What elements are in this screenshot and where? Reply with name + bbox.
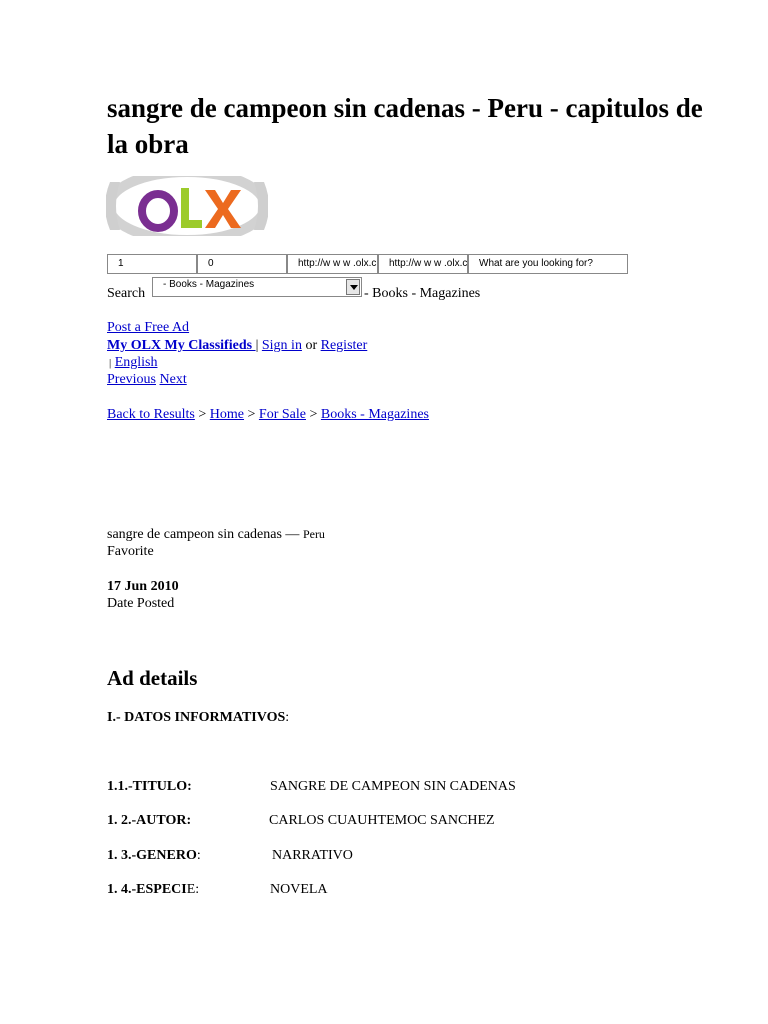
favorite-label[interactable]: Favorite <box>107 544 154 559</box>
detail-label-especie: 1. 4.-ESPECIE: <box>107 882 200 897</box>
breadcrumb <box>107 406 429 423</box>
account-links <box>107 337 367 354</box>
olx-logo[interactable] <box>106 176 268 236</box>
logo-letter-x <box>205 190 241 228</box>
search-field-2[interactable]: 0 <box>197 254 287 274</box>
search-field-1[interactable]: 1 <box>107 254 197 274</box>
detail-value-especie: NOVELA <box>270 882 328 897</box>
detail-label-autor: 1. 2.-AUTOR: <box>107 813 192 828</box>
ad-details-heading: Ad details <box>107 666 198 690</box>
listing-name: sangre de campeon sin cadenas — <box>107 527 300 542</box>
detail-value-titulo: SANGRE DE CAMPEON SIN CADENAS <box>270 779 516 794</box>
previous-link[interactable]: Previous <box>107 372 156 387</box>
next-link[interactable]: Next <box>159 372 187 387</box>
sign-in-link[interactable]: Sign in <box>261 338 302 353</box>
breadcrumb-separator: > <box>247 407 256 422</box>
date-posted-value: 17 Jun 2010 <box>107 579 179 594</box>
back-to-results-link[interactable]: Back to Results <box>107 407 195 422</box>
breadcrumb-separator: > <box>198 407 207 422</box>
register-link[interactable]: Register <box>320 338 368 353</box>
breadcrumb-for-sale[interactable]: For Sale <box>258 407 306 422</box>
pager <box>107 371 187 388</box>
search-field-3[interactable]: http://w w w .olx.c <box>287 254 378 274</box>
search-input[interactable]: What are you looking for? <box>468 254 628 274</box>
listing-location: Peru <box>302 527 325 541</box>
language-row <box>109 354 157 372</box>
separator: | <box>255 338 259 353</box>
section-title: I.- DATOS INFORMATIVOS <box>107 710 286 725</box>
category-select-value: - Books - Magazines <box>163 279 255 290</box>
chevron-down-icon[interactable] <box>346 279 360 295</box>
section-heading <box>107 709 289 726</box>
breadcrumb-home[interactable]: Home <box>209 407 245 422</box>
english-link[interactable]: English <box>114 355 158 370</box>
category-select[interactable] <box>152 277 362 297</box>
breadcrumb-books-magazines[interactable]: Books - Magazines <box>320 407 429 422</box>
date-posted-label: Date Posted <box>107 596 175 611</box>
or-text: or <box>305 338 318 353</box>
listing-name-row <box>107 526 325 543</box>
detail-value-genero: NARRATIVO <box>272 848 353 863</box>
separator: | <box>109 357 112 369</box>
search-label: Search <box>107 286 146 301</box>
section-colon: : <box>285 710 290 725</box>
search-field-4[interactable]: http://w w w .olx.c <box>378 254 468 274</box>
breadcrumb-separator: > <box>309 407 318 422</box>
logo-letter-l <box>181 188 202 228</box>
detail-label-genero: 1. 3.-GENERO: <box>107 848 201 863</box>
category-text: - Books - Magazines <box>364 286 481 301</box>
page-title: sangre de campeon sin cadenas - Peru - capitulos de la obra <box>107 93 703 159</box>
post-free-ad-link[interactable]: Post a Free Ad <box>107 320 190 335</box>
detail-label-titulo: 1.1.-TITULO: <box>107 779 192 794</box>
my-olx-link[interactable]: My OLX My Classifieds <box>107 338 256 353</box>
logo-letter-o <box>142 194 174 228</box>
detail-value-autor: CARLOS CUAUHTEMOC SANCHEZ <box>269 813 495 828</box>
